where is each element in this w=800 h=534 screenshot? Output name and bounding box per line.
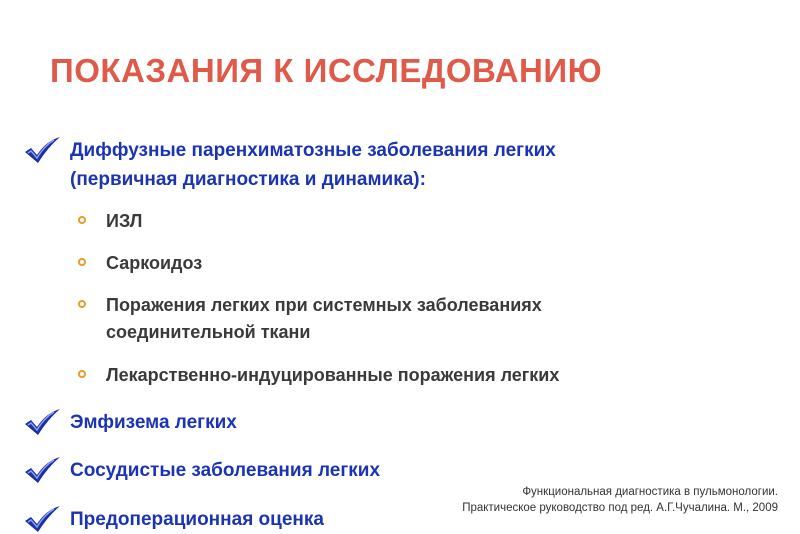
citation-line: Функциональная диагностика в пульмонологии. [522,486,778,498]
sub-item-line: Поражения легких при системных заболеваниях [106,295,542,315]
citation [358,484,778,516]
check-item-text [70,505,324,534]
slide-title: ПОКАЗАНИЯ К ИССЛЕДОВАНИЮ [50,52,603,89]
sub-item-line: Лекарственно-индуцированные поражения легких [106,365,560,385]
sub-item-text [106,208,142,235]
checkmark-icon [22,135,64,165]
sub-item-line: соединительной ткани [106,322,311,342]
circle-bullet-icon [78,300,86,308]
circle-bullet-icon [78,370,86,378]
check-item-text [70,136,556,194]
sub-item-text [106,362,559,389]
sub-item-line: ИЗЛ [106,211,143,231]
circle-bullet-icon [78,258,86,266]
sub-item-text [106,250,202,277]
citation-line: Практическое руководство под ред. А.Г.Чучалина. М., 2009 [462,502,778,514]
circle-bullet-icon [78,216,86,224]
checkmark-icon [22,504,64,534]
check-item-text [70,408,237,437]
check-item-line: Сосудистые заболевания легких [70,460,381,481]
checkmark-icon [22,407,64,437]
sub-item-text [106,292,542,346]
check-item-line: Предоперационная оценка [70,509,324,530]
checkmark-icon [22,455,64,485]
check-item-text [70,456,380,485]
check-item-line: Эмфизема легких [70,412,237,433]
check-item-line: (первичная диагностика и динамика): [70,169,426,190]
check-item-line: Диффузные паренхиматозные заболевания легких [70,140,556,161]
sub-item-line: Саркоидоз [106,253,203,273]
